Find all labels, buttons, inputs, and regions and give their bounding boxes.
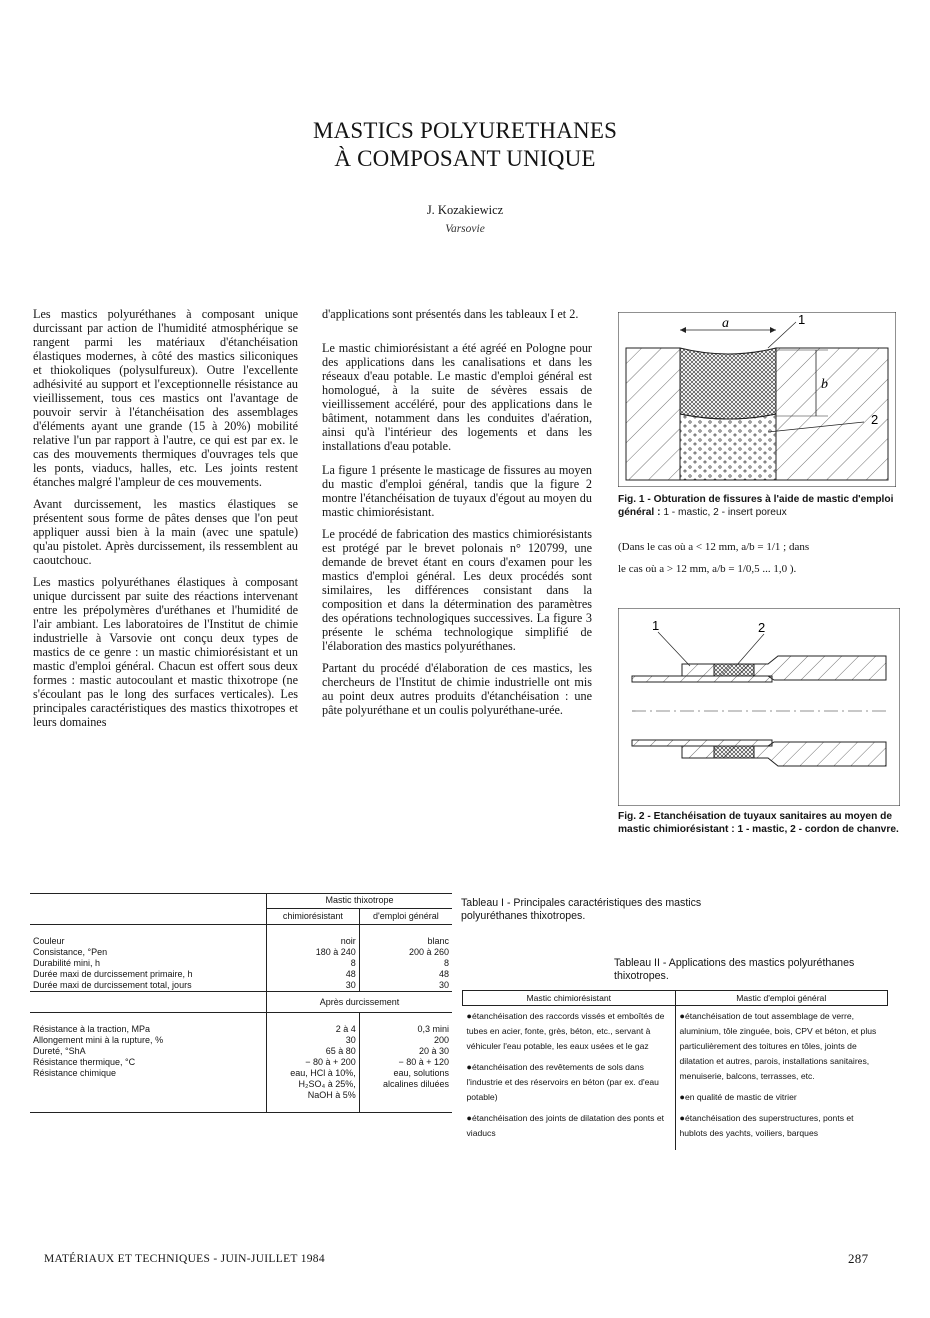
table-1-caption (461, 897, 761, 923)
applications-left (463, 1006, 676, 1151)
callout-1: 1 (652, 618, 660, 633)
figure-2-caption: Fig. 2 - Etanchéisation de tuyaux sanitaires au moyen de mastic chimiorésistant : 1 - mastic, 2 - cordon de chanvre. (618, 811, 899, 835)
cell-value: 48 (267, 969, 360, 980)
paragraph: Avant durcissement, les mastics élastiques se présentent sous forme de pâtes denses que l'on peut appliquer aussi bien à la main (avec une spatule) qu'au pistolet. Après durcissement, ils ressemblent au caoutchouc. (33, 497, 298, 567)
row-label: Couleur (30, 936, 267, 947)
paragraph: La figure 1 présente le masticage de fissures au moyen du mastic d'emploi général, tandis que la figure 2 montre l'étanchéisation de tuyaux d'égout au moyen du mastic chimiorésistant. (322, 463, 592, 519)
caption-legend: 1 - mastic, 2 - insert poreux (663, 507, 787, 518)
applications-right (675, 1006, 888, 1151)
table-row (30, 1079, 452, 1090)
table-row (30, 1035, 452, 1046)
text-column-1 (33, 307, 298, 737)
table-row (30, 947, 452, 958)
table-row (30, 969, 452, 980)
table-row (30, 1090, 452, 1101)
column-header: d'emploi général (372, 910, 439, 921)
column-header: chimiorésistant (267, 908, 360, 925)
page-number: 287 (848, 1251, 869, 1266)
column-header: Mastic chimiorésistant (463, 991, 676, 1006)
crack-sealing-diagram (618, 312, 896, 487)
list-item: ● étanchéisation des revêtements de sols dans l'industrie et des réservoirs en béton (par ex. d'eau potable) (467, 1060, 671, 1105)
row-label: Durabilité mini, h (30, 958, 267, 969)
list-item: ● étanchéisation des raccords vissés et emboîtés de tubes en acier, fonte, grès, béton, etc., servant à véhiculer l'eau potable, les eaux usées et le gaz (467, 1009, 671, 1054)
table-row (30, 1068, 452, 1079)
list-item: ● étanchéisation des joints de dilatation des ponts et viaducs (467, 1111, 671, 1141)
list-item: ● étanchéisation des superstructures, ponts et hublots des yachts, voiliers, barques (680, 1111, 884, 1141)
list-item: ● étanchéisation de tout assemblage de verre, aluminium, tôle zinguée, bois, CPV et béton, et plus particulièrement des toitures en tôles, joints de dilatation et autres, parois, installations sanitaires, menuiserie, balcons, terrasses, etc. (680, 1009, 884, 1084)
callout-1: 1 (798, 312, 806, 327)
cell-value: 30 (267, 980, 360, 992)
table-1-caption-text: Tableau I - Principales caractéristiques des mastics polyuréthanes thixotropes. (461, 897, 702, 922)
dimension-b-label: b (821, 377, 828, 392)
table-2 (462, 990, 888, 1150)
journal-footer: MATÉRIAUX ET TECHNIQUES - JUIN-JUILLET 1984 (44, 1253, 325, 1265)
paragraph: Partant du procédé d'élaboration de ces mastics, les chercheurs de l'Institut de chimie industrielle ont mis au point deux autres produits d'étanchéisation : une pâte polyuréthane et un coulis polyuréthane-urée. (322, 661, 592, 717)
figure-1-caption (618, 493, 903, 519)
table-1-rows-before (30, 936, 452, 992)
table-row (30, 1046, 452, 1057)
paragraph: d'applications sont présentés dans les tableaux I et 2. (322, 307, 579, 321)
row-label: Consistance, °Pen (30, 947, 267, 958)
table-row (30, 958, 452, 969)
text-column-2 (322, 307, 592, 725)
cell-value: 2 à 4 (267, 1024, 360, 1035)
row-label (30, 1090, 267, 1101)
table-1-rows-after (30, 1024, 452, 1101)
paragraph: Les mastics polyuréthanes à composant unique durcissant par action de l'humidité atmosphérique se rangent parmi les matériaux d'étanchéisation élastiques modernes, à côté des mastics siliconiques et thiokoliques (polysulfureux). Outre l'excellente adhésivité au support et l'exceptionnelle résistance au vieillissement, tous ces mastics ont l'avantage de pouvoir servir à l'étanchéisation des assemblages d'éléments ayant une grande (15 à 20%) mobilité relative l'un par rapport à l'autre, ce qui est par ex. le cas des mouvements thermiques d'ouvrages tels que les ponts, viaducs, halles, etc. Les joints restent étanches malgré l'ampleur de ces mouvements. (33, 307, 298, 489)
section-header: Après durcissement (319, 996, 400, 1007)
cell-value: 20 à 30 (418, 1046, 449, 1056)
row-label: Dureté, °ShA (30, 1046, 267, 1057)
cell-value: − 80 à + 200 (267, 1057, 360, 1068)
author-name: J. Kozakiewicz (426, 203, 504, 217)
row-label: Résistance à la traction, MPa (30, 1024, 267, 1035)
table-2-caption-text: Tableau II - Applications des mastics polyuréthanes thixotropes. (614, 957, 855, 982)
cell-value: 48 (438, 969, 449, 979)
author-affiliation: Varsovie (445, 223, 485, 235)
cell-value: 200 (433, 1035, 449, 1045)
cell-value: 30 (438, 980, 449, 990)
cell-value: 30 (267, 1035, 360, 1046)
group-header: Mastic thixotrope (267, 894, 453, 909)
table-row (30, 936, 452, 947)
row-label: Durée maxi de durcissement total, jours (30, 980, 267, 992)
row-label (30, 1079, 267, 1090)
list-item: ● en qualité de mastic de vitrier (680, 1090, 884, 1105)
paragraph: Le mastic chimiorésistant a été agréé en Pologne pour des applications dans les canalisations et dans les réseaux d'eau potable. Le mastic d'emploi général est homologué, à la suite de sévères essais de vieillissement accéléré, pour des applications dans le bâtiment, notamment dans les conduites d'aération, ainsi qu'à l'intérieur des logements et dans les installations d'eau potable. (322, 341, 592, 453)
column-header: Mastic d'emploi général (675, 991, 888, 1006)
row-label: Allongement mini à la rupture, % (30, 1035, 267, 1046)
applications-table (462, 990, 888, 1150)
row-label: Résistance chimique (30, 1068, 267, 1079)
figure-1-caption-ratio-1: (Dans le cas où a < 12 mm, a/b = 1/1 ; dans (618, 541, 810, 553)
pipe-joint-diagram (618, 608, 900, 806)
row-label: Durée maxi de durcissement primaire, h (30, 969, 267, 980)
figure-1-caption-ratio-2: le cas où a > 12 mm, a/b = 1/0,5 ... 1,0 ). (618, 563, 797, 575)
cell-value: 200 à 260 (408, 947, 449, 957)
callout-2: 2 (871, 412, 879, 427)
cell-value: alcalines diluées (382, 1079, 449, 1089)
figure-1 (618, 312, 896, 487)
cell-value: eau, solutions (393, 1068, 449, 1078)
characteristics-table (30, 893, 452, 1113)
cell-value: 8 (443, 958, 449, 968)
cell-value: − 80 à + 120 (398, 1057, 449, 1067)
table-row (30, 1024, 452, 1035)
callout-2: 2 (758, 620, 766, 635)
article-title-line2: À COMPOSANT UNIQUE (334, 146, 596, 171)
cell-value: 8 (267, 958, 360, 969)
figure-2 (618, 608, 900, 806)
caption-bold: Fig. 1 - Obturation de fissures à l'aide de mastic d'emploi général : (618, 494, 894, 518)
paragraph: Le procédé de fabrication des mastics chimiorésistants est protégé par le brevet polonais n° 120799, une demande de brevet étant en cours d'examen pour les mastics d'emploi général. Les deux procédés sont similaires, les différences consistant dans la composition et dans la détermination des paramètres des opérations technologiques successives. La figure 3 présente le schéma technologique simplifié de l'élaboration des mastics polyuréthanes. (322, 527, 592, 653)
dimension-a-label: a (722, 316, 729, 331)
cell-value: NaOH à 5% (267, 1090, 360, 1101)
cell-value: 180 à 240 (267, 947, 360, 958)
cell-value: eau, HCl à 10%, (267, 1068, 360, 1079)
table-2-caption (614, 957, 899, 983)
article-title-line1: MASTICS POLYURETHANES (312, 118, 618, 143)
cell-value: 65 à 80 (267, 1046, 360, 1057)
table-1 (30, 893, 452, 1113)
cell-value (359, 1090, 452, 1101)
cell-value: blanc (427, 936, 449, 946)
row-label: Résistance thermique, °C (30, 1057, 267, 1068)
table-row (30, 980, 452, 992)
cell-value: 0,3 mini (417, 1024, 449, 1034)
cell-value: H₂SO₄ à 25%, (267, 1079, 360, 1090)
paragraph: Les mastics polyuréthanes élastiques à composant unique durcissent par suite des réactions intervenant entre les prépolymères d'uréthanes et l'humidité de l'air ambiant. Les laboratoires de l'Institut de chimie industrielle à Varsovie ont conçu deux types de mastics de ce genre : un mastic chimiorésistant et un mastic d'emploi général. Chacun est offert sous deux formes : mastic autocoulant et mastic thixotrope (ne s'écoulant pas le long des surfaces verticales). Les principales caractéristiques des mastics thixotropes et leurs domaines (33, 575, 298, 729)
table-row (30, 1057, 452, 1068)
cell-value: noir (267, 936, 360, 947)
